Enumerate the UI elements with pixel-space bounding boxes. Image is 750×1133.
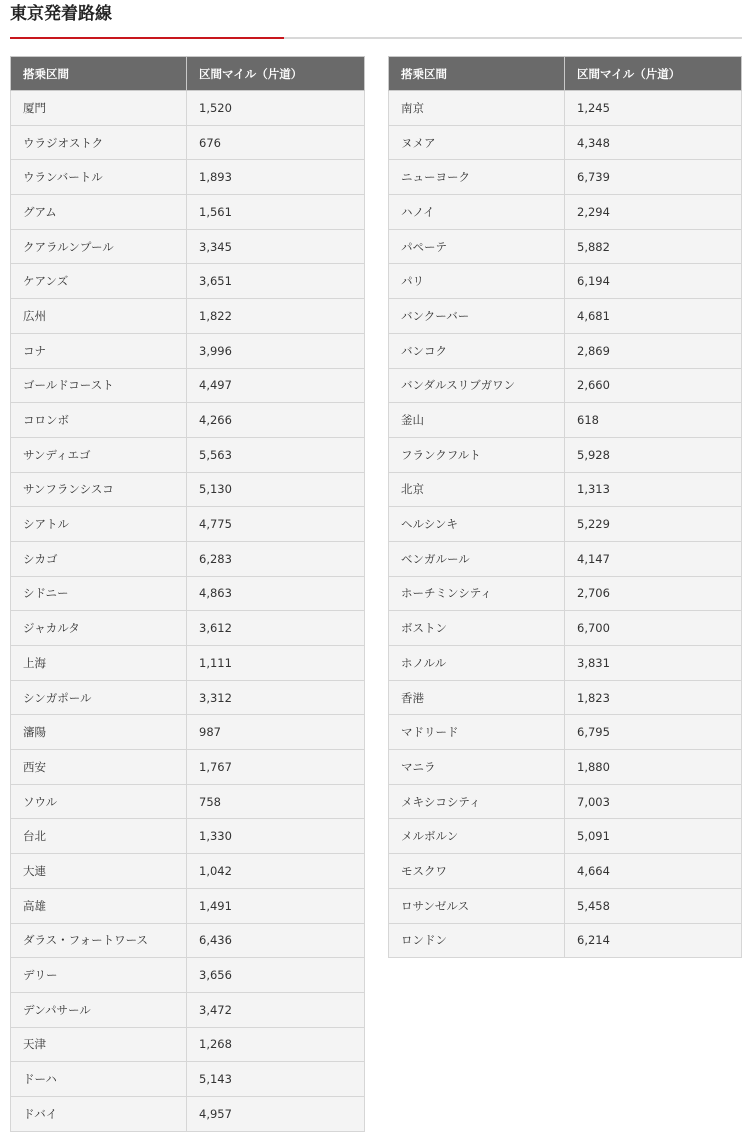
- header-miles: 区間マイル（片道）: [187, 57, 365, 91]
- miles-cell: 1,880: [565, 750, 742, 785]
- route-cell: パペーテ: [389, 229, 565, 264]
- table-row: [389, 819, 742, 854]
- route-cell: クアラルンプール: [11, 229, 187, 264]
- miles-cell: 5,130: [187, 472, 365, 507]
- table-row: [11, 368, 365, 403]
- table-row: [389, 195, 742, 230]
- miles-cell: 3,312: [187, 680, 365, 715]
- miles-cell: 3,831: [565, 646, 742, 681]
- table-row: [389, 368, 742, 403]
- miles-cell: 1,893: [187, 160, 365, 195]
- miles-cell: 6,436: [187, 923, 365, 958]
- route-cell: ウランバートル: [11, 160, 187, 195]
- table-row: [389, 923, 742, 958]
- miles-cell: 7,003: [565, 784, 742, 819]
- table-row: [11, 819, 365, 854]
- miles-cell: 3,651: [187, 264, 365, 299]
- table-row: [11, 646, 365, 681]
- table-row: [11, 160, 365, 195]
- table-row: [11, 680, 365, 715]
- miles-cell: 6,700: [565, 611, 742, 646]
- table-row: [389, 437, 742, 472]
- miles-cell: 1,767: [187, 750, 365, 785]
- table-row: [389, 299, 742, 334]
- route-cell: 大連: [11, 854, 187, 889]
- table-row: [11, 1096, 365, 1131]
- table-row: [11, 264, 365, 299]
- table-row: [389, 541, 742, 576]
- table-row: [11, 472, 365, 507]
- miles-cell: 3,472: [187, 992, 365, 1027]
- page-title: 東京発着路線: [10, 4, 112, 24]
- title-underline-accent: [10, 37, 284, 39]
- table-body-left: [11, 91, 365, 1132]
- miles-cell: 5,458: [565, 888, 742, 923]
- miles-cell: 6,214: [565, 923, 742, 958]
- route-cell: ベンガルール: [389, 541, 565, 576]
- miles-cell: 6,194: [565, 264, 742, 299]
- table-row: [11, 195, 365, 230]
- route-cell: ダラス・フォートワース: [11, 923, 187, 958]
- route-table-left: [10, 56, 365, 1132]
- table-row: [11, 854, 365, 889]
- table-row: [11, 888, 365, 923]
- miles-cell: 4,863: [187, 576, 365, 611]
- route-cell: 広州: [11, 299, 187, 334]
- miles-cell: 5,882: [565, 229, 742, 264]
- route-cell: モスクワ: [389, 854, 565, 889]
- miles-cell: 1,520: [187, 91, 365, 126]
- table-row: [11, 923, 365, 958]
- miles-cell: 6,739: [565, 160, 742, 195]
- table-row: [389, 507, 742, 542]
- miles-cell: 1,245: [565, 91, 742, 126]
- table-row: [389, 91, 742, 126]
- table-row: [389, 160, 742, 195]
- miles-cell: 2,706: [565, 576, 742, 611]
- table-row: [11, 299, 365, 334]
- table-row: [389, 715, 742, 750]
- route-cell: ヌメア: [389, 125, 565, 160]
- table-row: [11, 125, 365, 160]
- table-row: [389, 854, 742, 889]
- route-cell: メルボルン: [389, 819, 565, 854]
- miles-cell: 5,143: [187, 1062, 365, 1097]
- miles-cell: 5,928: [565, 437, 742, 472]
- miles-cell: 6,283: [187, 541, 365, 576]
- miles-cell: 4,957: [187, 1096, 365, 1131]
- miles-cell: 1,268: [187, 1027, 365, 1062]
- miles-cell: 2,869: [565, 333, 742, 368]
- route-cell: 上海: [11, 646, 187, 681]
- miles-cell: 1,561: [187, 195, 365, 230]
- miles-cell: 618: [565, 403, 742, 438]
- route-cell: ゴールドコースト: [11, 368, 187, 403]
- table-row: [389, 680, 742, 715]
- miles-cell: 3,656: [187, 958, 365, 993]
- route-cell: ハノイ: [389, 195, 565, 230]
- route-cell: ケアンズ: [11, 264, 187, 299]
- table-row: [11, 1062, 365, 1097]
- miles-cell: 4,775: [187, 507, 365, 542]
- table-row: [11, 958, 365, 993]
- route-cell: 香港: [389, 680, 565, 715]
- route-cell: フランクフルト: [389, 437, 565, 472]
- route-cell: 西安: [11, 750, 187, 785]
- route-cell: パリ: [389, 264, 565, 299]
- miles-cell: 4,681: [565, 299, 742, 334]
- route-cell: サンディエゴ: [11, 437, 187, 472]
- miles-cell: 1,823: [565, 680, 742, 715]
- miles-cell: 4,348: [565, 125, 742, 160]
- route-cell: メキシコシティ: [389, 784, 565, 819]
- route-cell: ホノルル: [389, 646, 565, 681]
- table-row: [389, 403, 742, 438]
- route-cell: ジャカルタ: [11, 611, 187, 646]
- route-cell: グアム: [11, 195, 187, 230]
- route-cell: 南京: [389, 91, 565, 126]
- miles-cell: 3,996: [187, 333, 365, 368]
- table-row: [389, 576, 742, 611]
- miles-cell: 1,313: [565, 472, 742, 507]
- route-cell: シカゴ: [11, 541, 187, 576]
- table-row: [11, 229, 365, 264]
- miles-cell: 987: [187, 715, 365, 750]
- miles-cell: 6,795: [565, 715, 742, 750]
- table-row: [11, 611, 365, 646]
- route-cell: バンクーバー: [389, 299, 565, 334]
- miles-cell: 1,042: [187, 854, 365, 889]
- route-cell: ソウル: [11, 784, 187, 819]
- table-row: [11, 576, 365, 611]
- table-row: [11, 750, 365, 785]
- table-row: [389, 333, 742, 368]
- table-row: [11, 541, 365, 576]
- route-cell: 高雄: [11, 888, 187, 923]
- route-cell: マニラ: [389, 750, 565, 785]
- route-cell: 天津: [11, 1027, 187, 1062]
- table-row: [389, 125, 742, 160]
- table-row: [11, 91, 365, 126]
- table-row: [389, 646, 742, 681]
- table-row: [389, 611, 742, 646]
- table-row: [389, 472, 742, 507]
- header-route: 搭乗区間: [11, 57, 187, 91]
- miles-cell: 1,491: [187, 888, 365, 923]
- route-cell: サンフランシスコ: [11, 472, 187, 507]
- miles-cell: 1,330: [187, 819, 365, 854]
- route-cell: ヘルシンキ: [389, 507, 565, 542]
- miles-cell: 4,147: [565, 541, 742, 576]
- route-cell: ホーチミンシティ: [389, 576, 565, 611]
- miles-cell: 2,660: [565, 368, 742, 403]
- route-cell: バンコク: [389, 333, 565, 368]
- miles-cell: 2,294: [565, 195, 742, 230]
- route-cell: ボストン: [389, 611, 565, 646]
- table-row: [11, 507, 365, 542]
- miles-cell: 1,111: [187, 646, 365, 681]
- route-cell: シドニー: [11, 576, 187, 611]
- table-body-right: [389, 91, 742, 958]
- route-cell: ドーハ: [11, 1062, 187, 1097]
- table-row: [389, 888, 742, 923]
- route-cell: コナ: [11, 333, 187, 368]
- route-cell: コロンボ: [11, 403, 187, 438]
- route-table-right: [388, 56, 742, 958]
- miles-cell: 4,664: [565, 854, 742, 889]
- route-cell: 台北: [11, 819, 187, 854]
- route-cell: ドバイ: [11, 1096, 187, 1131]
- table-row: [11, 1027, 365, 1062]
- route-cell: デンパサール: [11, 992, 187, 1027]
- header-route: 搭乗区間: [389, 57, 565, 91]
- miles-cell: 5,091: [565, 819, 742, 854]
- table-row: [389, 229, 742, 264]
- route-cell: ニューヨーク: [389, 160, 565, 195]
- table-row: [11, 333, 365, 368]
- miles-cell: 5,563: [187, 437, 365, 472]
- table-row: [11, 403, 365, 438]
- miles-cell: 676: [187, 125, 365, 160]
- table-row: [11, 992, 365, 1027]
- table-row: [389, 264, 742, 299]
- route-cell: マドリード: [389, 715, 565, 750]
- route-cell: 北京: [389, 472, 565, 507]
- route-cell: 厦門: [11, 91, 187, 126]
- table-header-row: [389, 57, 742, 91]
- table-header-row: [11, 57, 365, 91]
- route-cell: ロサンゼルス: [389, 888, 565, 923]
- table-row: [11, 715, 365, 750]
- miles-cell: 3,612: [187, 611, 365, 646]
- route-cell: 瀋陽: [11, 715, 187, 750]
- route-cell: デリー: [11, 958, 187, 993]
- title-underline: [10, 37, 742, 39]
- table-row: [11, 437, 365, 472]
- route-cell: シンガポール: [11, 680, 187, 715]
- route-cell: ロンドン: [389, 923, 565, 958]
- miles-cell: 4,266: [187, 403, 365, 438]
- route-cell: ウラジオストク: [11, 125, 187, 160]
- miles-cell: 5,229: [565, 507, 742, 542]
- route-cell: シアトル: [11, 507, 187, 542]
- table-row: [389, 784, 742, 819]
- header-miles: 区間マイル（片道）: [565, 57, 742, 91]
- miles-cell: 3,345: [187, 229, 365, 264]
- route-cell: 釜山: [389, 403, 565, 438]
- table-row: [11, 784, 365, 819]
- miles-cell: 758: [187, 784, 365, 819]
- miles-cell: 4,497: [187, 368, 365, 403]
- miles-cell: 1,822: [187, 299, 365, 334]
- table-row: [389, 750, 742, 785]
- route-cell: バンダルスリブガワン: [389, 368, 565, 403]
